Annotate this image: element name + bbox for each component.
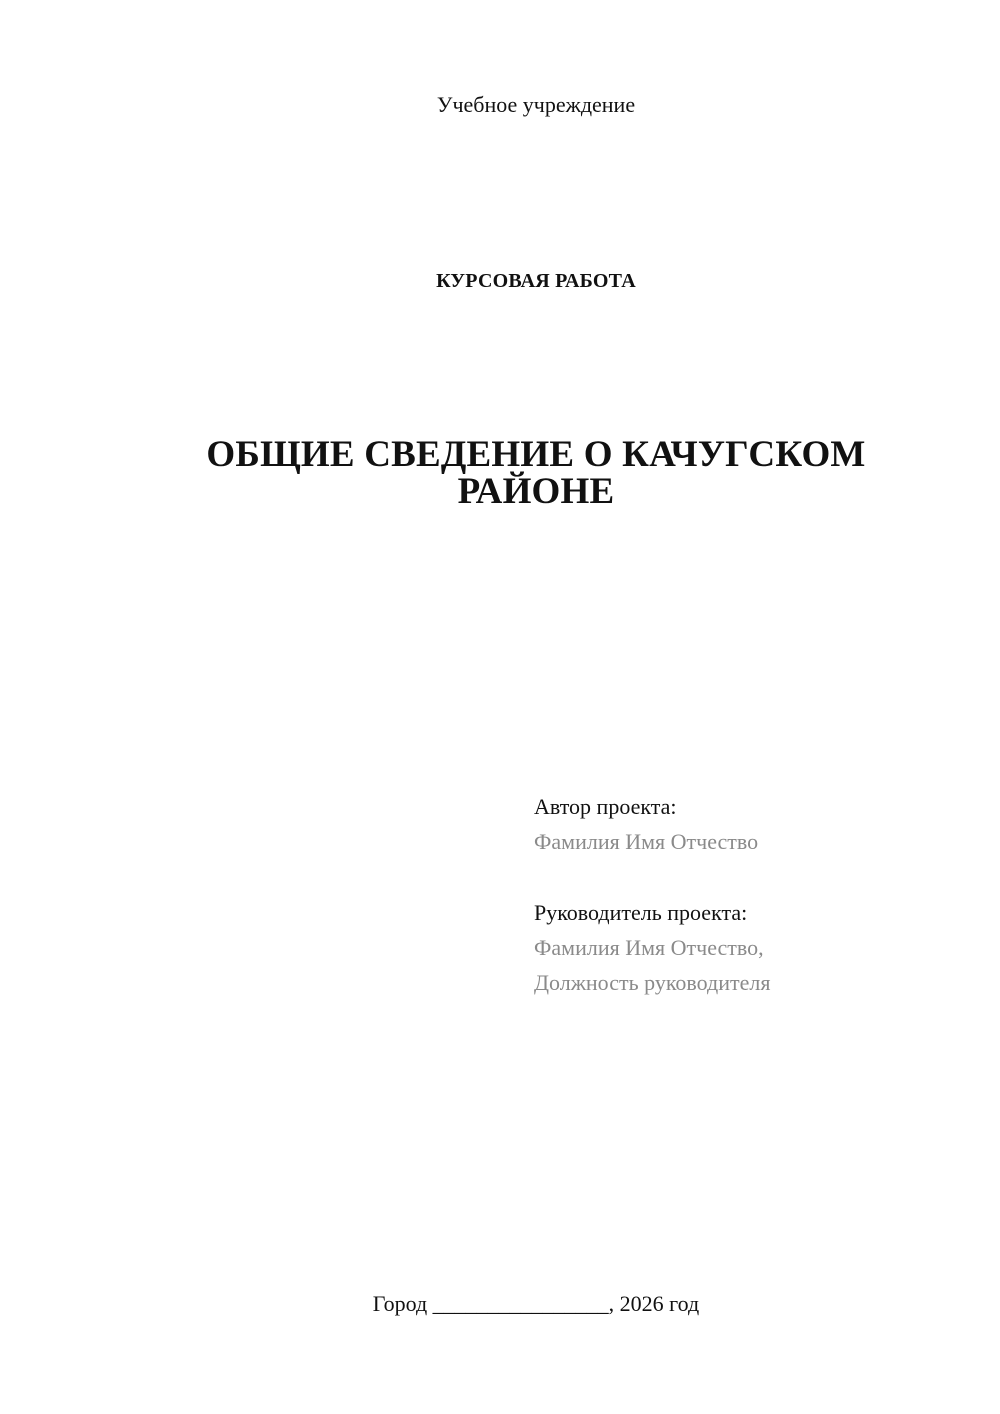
- supervisor-label: Руководитель проекта:: [534, 900, 748, 925]
- info-spacer: [534, 859, 974, 895]
- author-name: Фамилия Имя Отчество: [534, 829, 759, 854]
- city-year-line: Город ________________, 2026 год: [372, 1291, 700, 1316]
- institution-name: Учебное учреждение: [436, 92, 636, 117]
- supervisor-name: Фамилия Имя Отчество,: [534, 935, 764, 960]
- work-type-heading: КУРСОВАЯ РАБОТА: [436, 270, 636, 292]
- document-title: [186, 436, 886, 510]
- author-label: Автор проекта:: [534, 794, 677, 819]
- document-title-line-2: РАЙОНЕ: [457, 471, 615, 512]
- supervisor-position: Должность руководителя: [534, 970, 771, 995]
- project-info-block: [534, 789, 974, 1000]
- document-title-line-1: ОБЩИЕ СВЕДЕНИЕ О КАЧУГСКОМ: [206, 434, 866, 475]
